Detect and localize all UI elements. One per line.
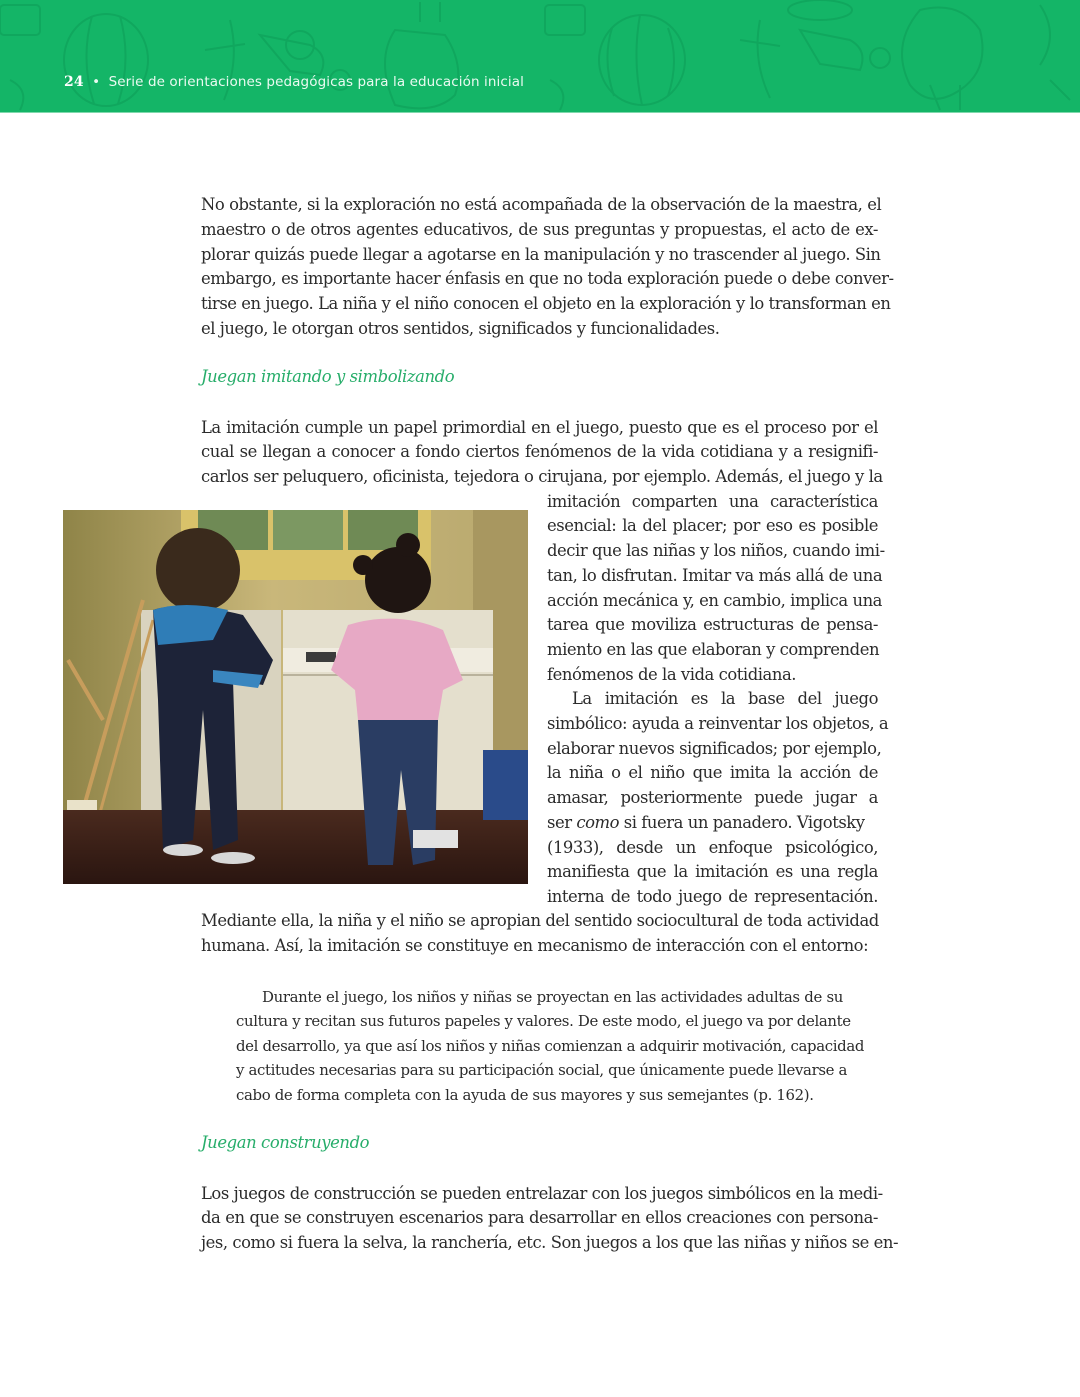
section-heading-construyendo: Juegan construyendo [201, 1133, 370, 1152]
text-line: esencial: la del placer; por eso es posible [547, 516, 878, 535]
text-line: decir que las niñas y los niños, cuando imi- [547, 541, 885, 560]
text-line: Los juegos de construcción se pueden entrelazar con los juegos simbólicos en la medi- [201, 1184, 883, 1203]
text-line: embargo, es importante hacer énfasis en que no toda exploración puede o debe conver- [201, 269, 894, 288]
text-line: fenómenos de la vida cotidiana. [547, 665, 797, 684]
text-line: da en que se construyen escenarios para desarrollar en ellos creaciones con persona- [201, 1208, 878, 1227]
text-line: No obstante, si la exploración no está acompañada de la observación de la maestra, el [201, 195, 882, 214]
text-line: tarea que moviliza estructuras de pensa- [547, 615, 878, 634]
text-line: jes, como si fuera la selva, la ranchería, etc. Son juegos a los que las niñas y niños se en- [201, 1233, 899, 1252]
separator-dot: • [92, 74, 101, 90]
children-playing-photo [63, 510, 528, 884]
quote-line: Durante el juego, los niños y niñas se proyectan en las actividades adultas de su [262, 988, 843, 1006]
text-line: plorar quizás puede llegar a agotarse en la manipulación y no trascender al juego. Sin [201, 245, 881, 264]
text-line: tirse en juego. La niña y el niño conocen el objeto en la exploración y lo transforman en [201, 294, 891, 313]
text-line [547, 811, 878, 836]
text-line: simbólico: ayuda a reinventar los objetos, a [547, 714, 889, 733]
series-title: Serie de orientaciones pedagógicas para la educación inicial [108, 74, 524, 90]
text-line: manifiesta que la imitación es una regla [547, 862, 878, 881]
text-line: interna de todo juego de representación. [547, 887, 878, 906]
text-line: miento en las que elaboran y comprenden [547, 640, 880, 659]
photo-illustration [63, 510, 528, 884]
text-line: elaborar nuevos significados; por ejemplo, [547, 739, 882, 758]
toy-doodles-pattern [0, 0, 1080, 113]
text-line: carlos ser peluquero, oficinista, tejedora o cirujana, por ejemplo. Además, el juego y la [201, 467, 883, 486]
running-header [64, 74, 524, 90]
text-line: (1933), desde un enfoque psicológico, [547, 838, 878, 857]
text-line: el juego, le otorgan otros sentidos, significados y funcionalidades. [201, 319, 720, 338]
text-line: la niña o el niño que imita la acción de [547, 763, 878, 782]
text-line: Mediante ella, la niña y el niño se apropian del sentido sociocultural de toda actividad [201, 911, 879, 930]
emphasis-como: como [576, 813, 620, 832]
text-run: ser [547, 813, 577, 832]
quote-line: y actitudes necesarias para su participación social, que únicamente puede llevarse a [236, 1061, 848, 1079]
text-line: tan, lo disfrutan. Imitar va más allá de una [547, 566, 883, 585]
text-run: si fuera un panadero. Vigotsky [619, 813, 865, 832]
text-line: amasar, posteriormente puede jugar a [547, 788, 878, 807]
section-heading-imitando: Juegan imitando y simbolizando [201, 367, 455, 386]
text-line: imitación comparten una característica [547, 492, 878, 511]
text-line: acción mecánica y, en cambio, implica una [547, 591, 883, 610]
quote-line: cultura y recitan sus futuros papeles y valores. De este modo, el juego va por delante [236, 1012, 851, 1030]
text-line: La imitación cumple un papel primordial en el juego, puesto que es el proceso por el [201, 418, 878, 437]
text-line: cual se llegan a conocer a fondo ciertos fenómenos de la vida cotidiana y a resignifi- [201, 442, 878, 461]
text-line: humana. Así, la imitación se constituye en mecanismo de interacción con el entorno: [201, 936, 869, 955]
header-divider [0, 112, 1080, 113]
page-header [0, 0, 1080, 113]
text-line: maestro o de otros agentes educativos, de sus preguntas y propuestas, el acto de ex- [201, 220, 878, 239]
quote-line: del desarrollo, ya que así los niños y niñas comienzan a adquirir motivación, capacidad [236, 1037, 865, 1055]
quote-line: cabo de forma completa con la ayuda de sus mayores y sus semejantes (p. 162). [236, 1086, 814, 1104]
page-number: 24 [64, 74, 84, 90]
text-line: La imitación es la base del juego [572, 689, 878, 708]
